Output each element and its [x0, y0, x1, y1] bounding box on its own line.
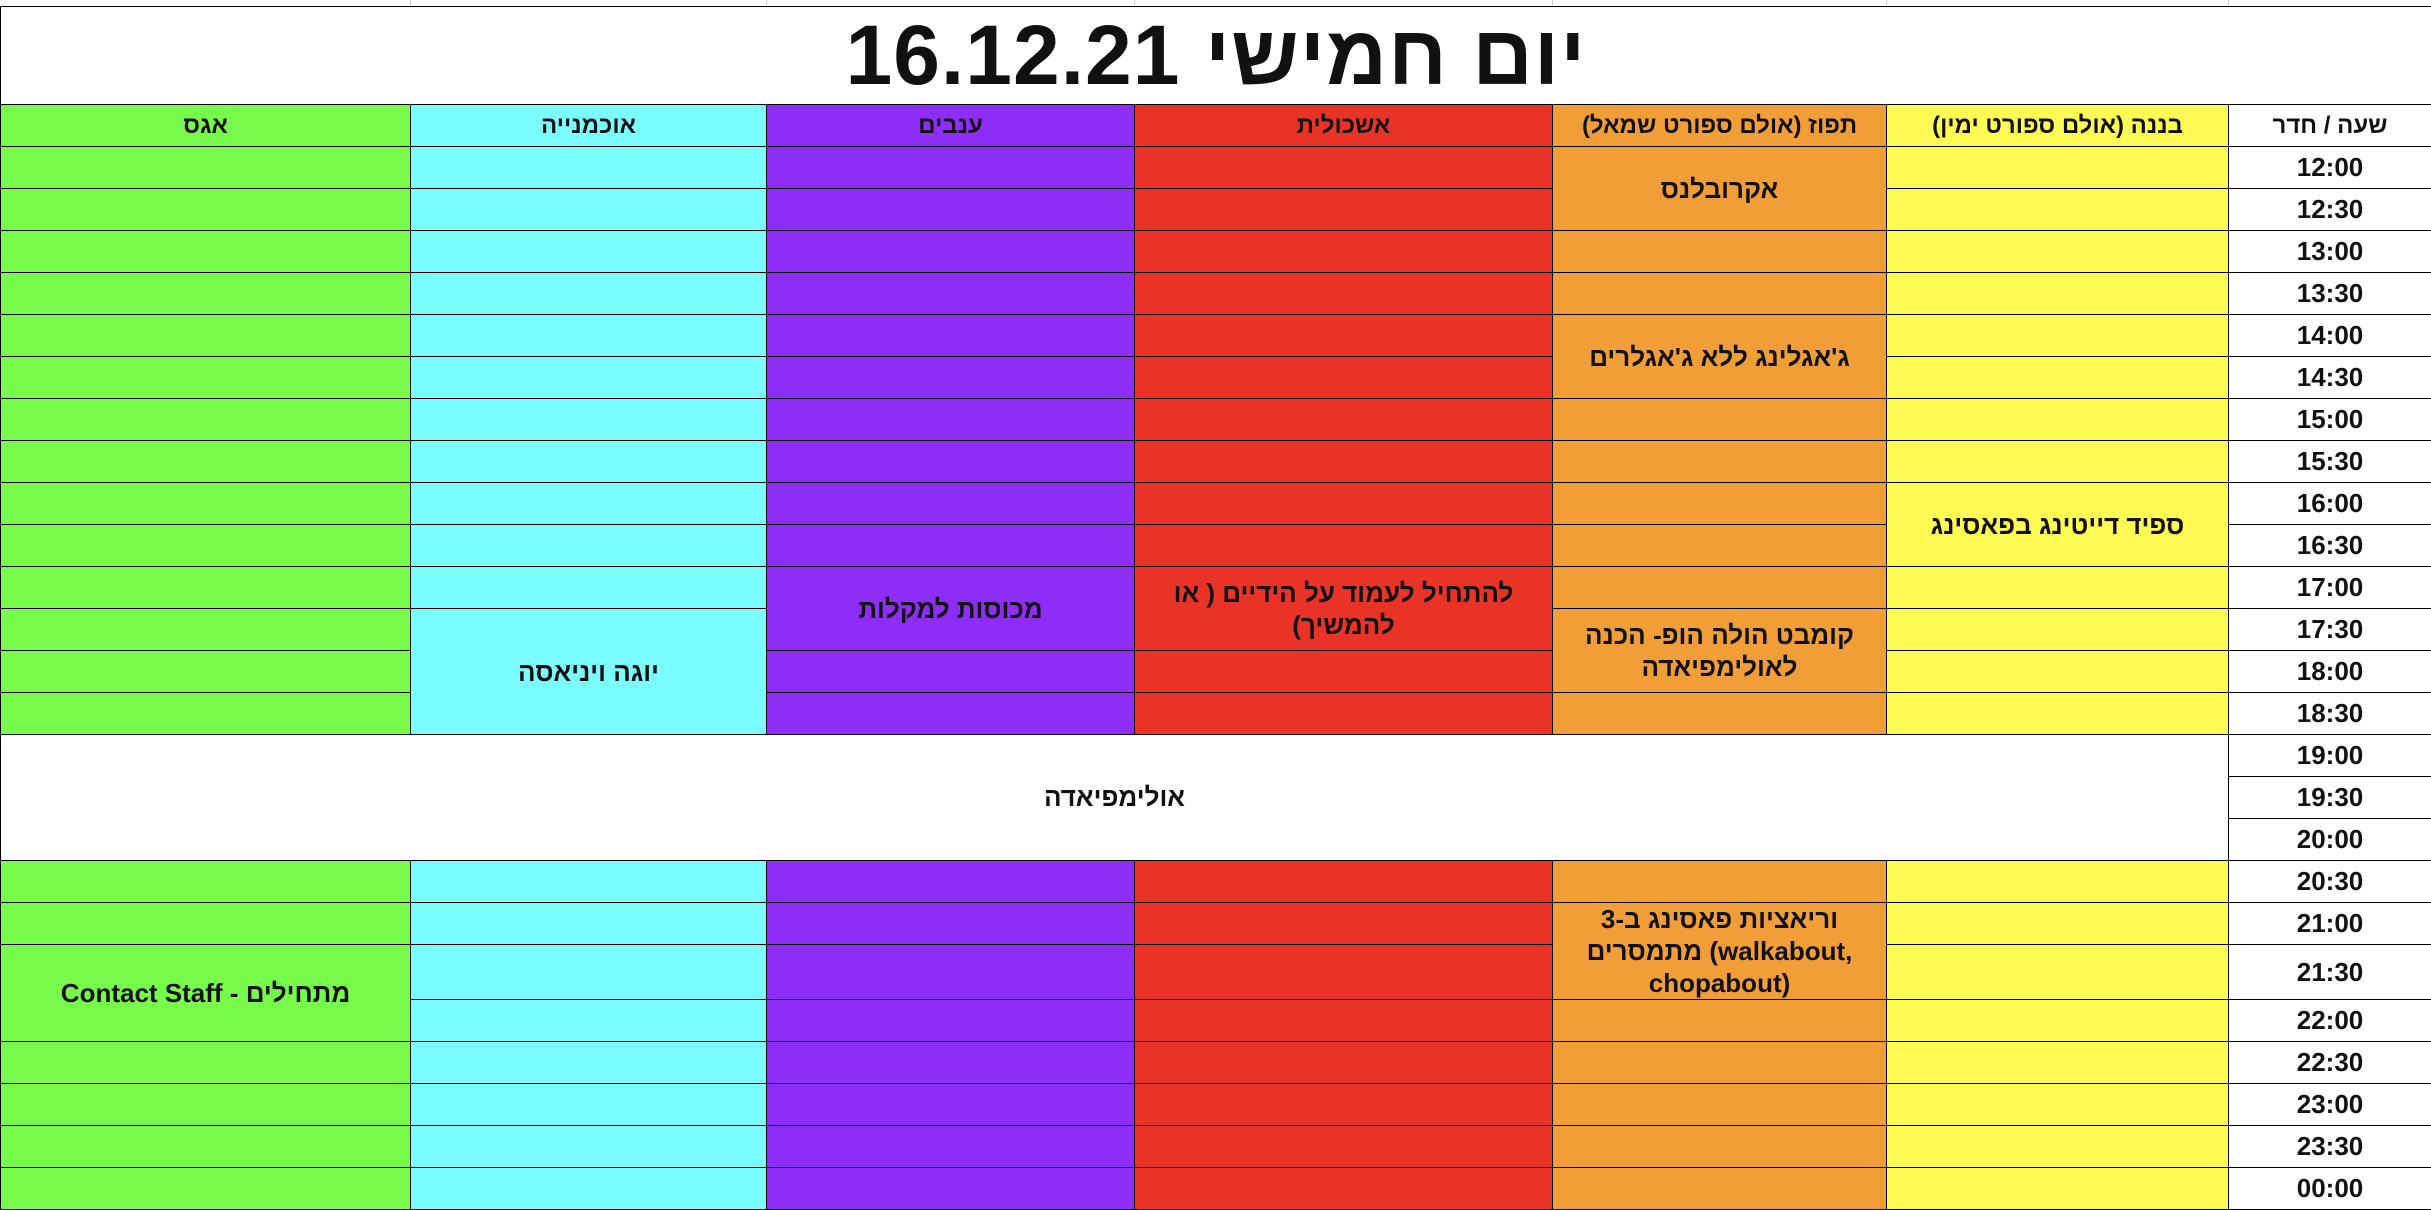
cell-agas[interactable] [1, 273, 411, 315]
cell-ochmaniya[interactable] [411, 903, 767, 945]
cell-ochmaniya[interactable] [411, 861, 767, 903]
event-yoga-vinyasa[interactable]: יוגה ויניאסה [411, 609, 767, 735]
header-eshkolit[interactable]: אשכולית [1135, 105, 1553, 147]
time-row [1, 483, 2431, 525]
time-row [1, 231, 2431, 273]
time-cell[interactable]: 16:30 [2229, 525, 2431, 567]
cell-agas[interactable] [1, 231, 411, 273]
cell-ochmaniya[interactable] [411, 1084, 767, 1126]
cell-anavim[interactable] [767, 231, 1135, 273]
time-row [1, 315, 2431, 357]
cell-ochmaniya[interactable] [411, 1000, 767, 1042]
cell-banana[interactable] [1887, 693, 2229, 735]
cell-agas[interactable] [1, 903, 411, 945]
cell-anavim[interactable] [767, 357, 1135, 399]
time-cell[interactable]: 17:30 [2229, 609, 2431, 651]
time-row [1, 189, 2431, 231]
cell-agas[interactable] [1, 315, 411, 357]
cell-anavim[interactable] [767, 1126, 1135, 1168]
cell-eshkolit[interactable] [1135, 399, 1553, 441]
cell-agas[interactable] [1, 399, 411, 441]
time-cell[interactable]: 15:00 [2229, 399, 2431, 441]
cell-agas[interactable] [1, 567, 411, 609]
time-cell[interactable]: 13:00 [2229, 231, 2431, 273]
time-cell[interactable]: 15:30 [2229, 441, 2431, 483]
cell-anavim[interactable] [767, 189, 1135, 231]
cell-anavim[interactable] [767, 651, 1135, 693]
cell-ochmaniya[interactable] [411, 315, 767, 357]
cell-anavim[interactable] [767, 147, 1135, 189]
cell-anavim[interactable] [767, 315, 1135, 357]
cell-anavim[interactable] [767, 441, 1135, 483]
header-banana[interactable]: בננה (אולם ספורט ימין) [1887, 105, 2229, 147]
time-cell[interactable]: 22:00 [2229, 1000, 2431, 1042]
event-passing-variations[interactable]: וריאציות פאסינג ב-3 מתמסרים (walkabout, chopabout) [1553, 903, 1887, 1000]
cell-tapuz[interactable] [1553, 1168, 1887, 1210]
cell-agas[interactable] [1, 357, 411, 399]
cell-tapuz[interactable] [1553, 1084, 1887, 1126]
cell-eshkolit[interactable] [1135, 1000, 1553, 1042]
time-cell[interactable]: 22:30 [2229, 1042, 2431, 1084]
cell-banana[interactable] [1887, 399, 2229, 441]
cell-eshkolit[interactable] [1135, 1042, 1553, 1084]
cell-eshkolit[interactable] [1135, 1126, 1553, 1168]
cell-banana[interactable] [1887, 189, 2229, 231]
time-cell[interactable]: 18:30 [2229, 693, 2431, 735]
cell-anavim[interactable] [767, 399, 1135, 441]
cell-agas[interactable] [1, 441, 411, 483]
cell-ochmaniya[interactable] [411, 441, 767, 483]
time-row [1, 147, 2431, 189]
cell-eshkolit[interactable] [1135, 861, 1553, 903]
cell-banana[interactable] [1887, 231, 2229, 273]
cell-tapuz[interactable] [1553, 567, 1887, 609]
cell-agas[interactable] [1, 525, 411, 567]
cell-ochmaniya[interactable] [411, 1168, 767, 1210]
cell-ochmaniya[interactable] [411, 483, 767, 525]
cell-banana[interactable] [1887, 651, 2229, 693]
time-row [1, 1168, 2431, 1210]
cell-anavim[interactable] [767, 945, 1135, 1000]
cell-eshkolit[interactable] [1135, 231, 1553, 273]
cell-anavim[interactable] [767, 1084, 1135, 1126]
cell-anavim[interactable] [767, 861, 1135, 903]
cell-banana[interactable] [1887, 1042, 2229, 1084]
event-kombat-hula-hoop[interactable]: קומבט הולה הופ- הכנה לאולימפיאדה [1553, 609, 1887, 693]
event-contact-staff[interactable]: Contact Staff - מתחילים [1, 945, 411, 1042]
cell-anavim[interactable] [767, 903, 1135, 945]
time-row [1, 567, 2431, 609]
cell-anavim[interactable] [767, 483, 1135, 525]
cell-ochmaniya[interactable] [411, 945, 767, 1000]
time-cell[interactable]: 12:00 [2229, 147, 2431, 189]
cell-tapuz[interactable] [1553, 399, 1887, 441]
cell-eshkolit[interactable] [1135, 357, 1553, 399]
cell-eshkolit[interactable] [1135, 1084, 1553, 1126]
cell-tapuz[interactable] [1553, 525, 1887, 567]
cell-agas[interactable] [1, 1126, 411, 1168]
time-cell[interactable]: 16:00 [2229, 483, 2431, 525]
cell-anavim[interactable] [767, 693, 1135, 735]
cell-eshkolit[interactable] [1135, 147, 1553, 189]
event-acrobalance[interactable]: אקרובלנס [1553, 147, 1887, 231]
time-row [1, 903, 2431, 945]
cell-eshkolit[interactable] [1135, 441, 1553, 483]
cell-ochmaniya[interactable] [411, 399, 767, 441]
cell-anavim[interactable] [767, 1168, 1135, 1210]
cell-anavim[interactable] [767, 1042, 1135, 1084]
time-cell[interactable]: 14:30 [2229, 357, 2431, 399]
cell-eshkolit[interactable] [1135, 315, 1553, 357]
cell-banana[interactable] [1887, 1168, 2229, 1210]
time-row [1, 399, 2431, 441]
event-cups-to-sticks[interactable]: מכוסות למקלות [767, 567, 1135, 651]
cell-tapuz[interactable] [1553, 861, 1887, 903]
cell-banana[interactable] [1887, 903, 2229, 945]
cell-anavim[interactable] [767, 1000, 1135, 1042]
time-row [1, 735, 2431, 777]
cell-banana[interactable] [1887, 861, 2229, 903]
cell-agas[interactable] [1, 1084, 411, 1126]
cell-agas[interactable] [1, 861, 411, 903]
time-row [1, 1042, 2431, 1084]
cell-eshkolit[interactable] [1135, 651, 1553, 693]
time-cell[interactable]: 12:30 [2229, 189, 2431, 231]
cell-tapuz[interactable] [1553, 231, 1887, 273]
time-cell[interactable]: 19:00 [2229, 735, 2431, 777]
cell-ochmaniya[interactable] [411, 189, 767, 231]
cell-ochmaniya[interactable] [411, 231, 767, 273]
cell-banana[interactable] [1887, 147, 2229, 189]
cell-anavim[interactable] [767, 525, 1135, 567]
cell-agas[interactable] [1, 1042, 411, 1084]
cell-tapuz[interactable] [1553, 441, 1887, 483]
cell-tapuz[interactable] [1553, 693, 1887, 735]
time-cell[interactable]: 00:00 [2229, 1168, 2431, 1210]
cell-agas[interactable] [1, 693, 411, 735]
page-title[interactable]: יום חמישי 16.12.21 [1, 7, 2431, 105]
time-cell[interactable]: 19:30 [2229, 777, 2431, 819]
header-anavim[interactable]: ענבים [767, 105, 1135, 147]
time-row [1, 945, 2431, 1000]
time-row [1, 1084, 2431, 1126]
cell-agas[interactable] [1, 651, 411, 693]
cell-eshkolit[interactable] [1135, 693, 1553, 735]
cell-tapuz[interactable] [1553, 1000, 1887, 1042]
time-cell[interactable]: 20:30 [2229, 861, 2431, 903]
cell-eshkolit[interactable] [1135, 903, 1553, 945]
event-speed-dating[interactable]: ספיד דייטינג בפאסינג [1887, 483, 2229, 567]
time-cell[interactable]: 23:00 [2229, 1084, 2431, 1126]
event-juggling[interactable]: ג'אגלינג ללא ג'אגלרים [1553, 315, 1887, 399]
cell-ochmaniya[interactable] [411, 1042, 767, 1084]
cell-banana[interactable] [1887, 273, 2229, 315]
cell-anavim[interactable] [767, 273, 1135, 315]
cell-agas[interactable] [1, 147, 411, 189]
event-handstand[interactable]: להתחיל לעמוד על הידיים ( או להמשיך) [1135, 567, 1553, 651]
cell-banana[interactable] [1887, 315, 2229, 357]
time-row [1, 441, 2431, 483]
time-row [1, 1126, 2431, 1168]
cell-agas[interactable] [1, 609, 411, 651]
cell-banana[interactable] [1887, 1084, 2229, 1126]
cell-agas[interactable] [1, 1168, 411, 1210]
time-cell[interactable]: 14:00 [2229, 315, 2431, 357]
header-time[interactable]: שעה / חדר [2229, 105, 2431, 147]
cell-banana[interactable] [1887, 357, 2229, 399]
time-cell[interactable]: 23:30 [2229, 1126, 2431, 1168]
cell-ochmaniya[interactable] [411, 273, 767, 315]
time-row [1, 651, 2431, 693]
cell-ochmaniya[interactable] [411, 525, 767, 567]
time-cell[interactable]: 20:00 [2229, 819, 2431, 861]
cell-banana[interactable] [1887, 609, 2229, 651]
time-cell[interactable]: 21:00 [2229, 903, 2431, 945]
cell-agas[interactable] [1, 189, 411, 231]
time-cell[interactable]: 18:00 [2229, 651, 2431, 693]
cell-banana[interactable] [1887, 567, 2229, 609]
cell-banana[interactable] [1887, 945, 2229, 1000]
time-row [1, 693, 2431, 735]
header-agas[interactable]: אגס [1, 105, 411, 147]
cell-eshkolit[interactable] [1135, 483, 1553, 525]
cell-tapuz[interactable] [1553, 273, 1887, 315]
cell-eshkolit[interactable] [1135, 525, 1553, 567]
cell-eshkolit[interactable] [1135, 945, 1553, 1000]
cell-agas[interactable] [1, 483, 411, 525]
cell-tapuz[interactable] [1553, 483, 1887, 525]
cell-ochmaniya[interactable] [411, 567, 767, 609]
event-olympiad[interactable]: אולימפיאדה [1, 735, 2229, 861]
time-cell[interactable]: 21:30 [2229, 945, 2431, 1000]
cell-ochmaniya[interactable] [411, 357, 767, 399]
time-row [1, 357, 2431, 399]
cell-ochmaniya[interactable] [411, 147, 767, 189]
time-row [1, 273, 2431, 315]
cell-eshkolit[interactable] [1135, 1168, 1553, 1210]
header-ochmaniya[interactable]: אוכמנייה [411, 105, 767, 147]
cell-banana[interactable] [1887, 441, 2229, 483]
header-tapuz[interactable]: תפוז (אולם ספורט שמאל) [1553, 105, 1887, 147]
time-cell[interactable]: 17:00 [2229, 567, 2431, 609]
time-cell[interactable]: 13:30 [2229, 273, 2431, 315]
cell-ochmaniya[interactable] [411, 1126, 767, 1168]
cell-eshkolit[interactable] [1135, 273, 1553, 315]
cell-tapuz[interactable] [1553, 1126, 1887, 1168]
cell-banana[interactable] [1887, 1126, 2229, 1168]
cell-eshkolit[interactable] [1135, 189, 1553, 231]
schedule-table [0, 6, 2431, 1210]
cell-banana[interactable] [1887, 1000, 2229, 1042]
cell-tapuz[interactable] [1553, 1042, 1887, 1084]
time-row [1, 861, 2431, 903]
